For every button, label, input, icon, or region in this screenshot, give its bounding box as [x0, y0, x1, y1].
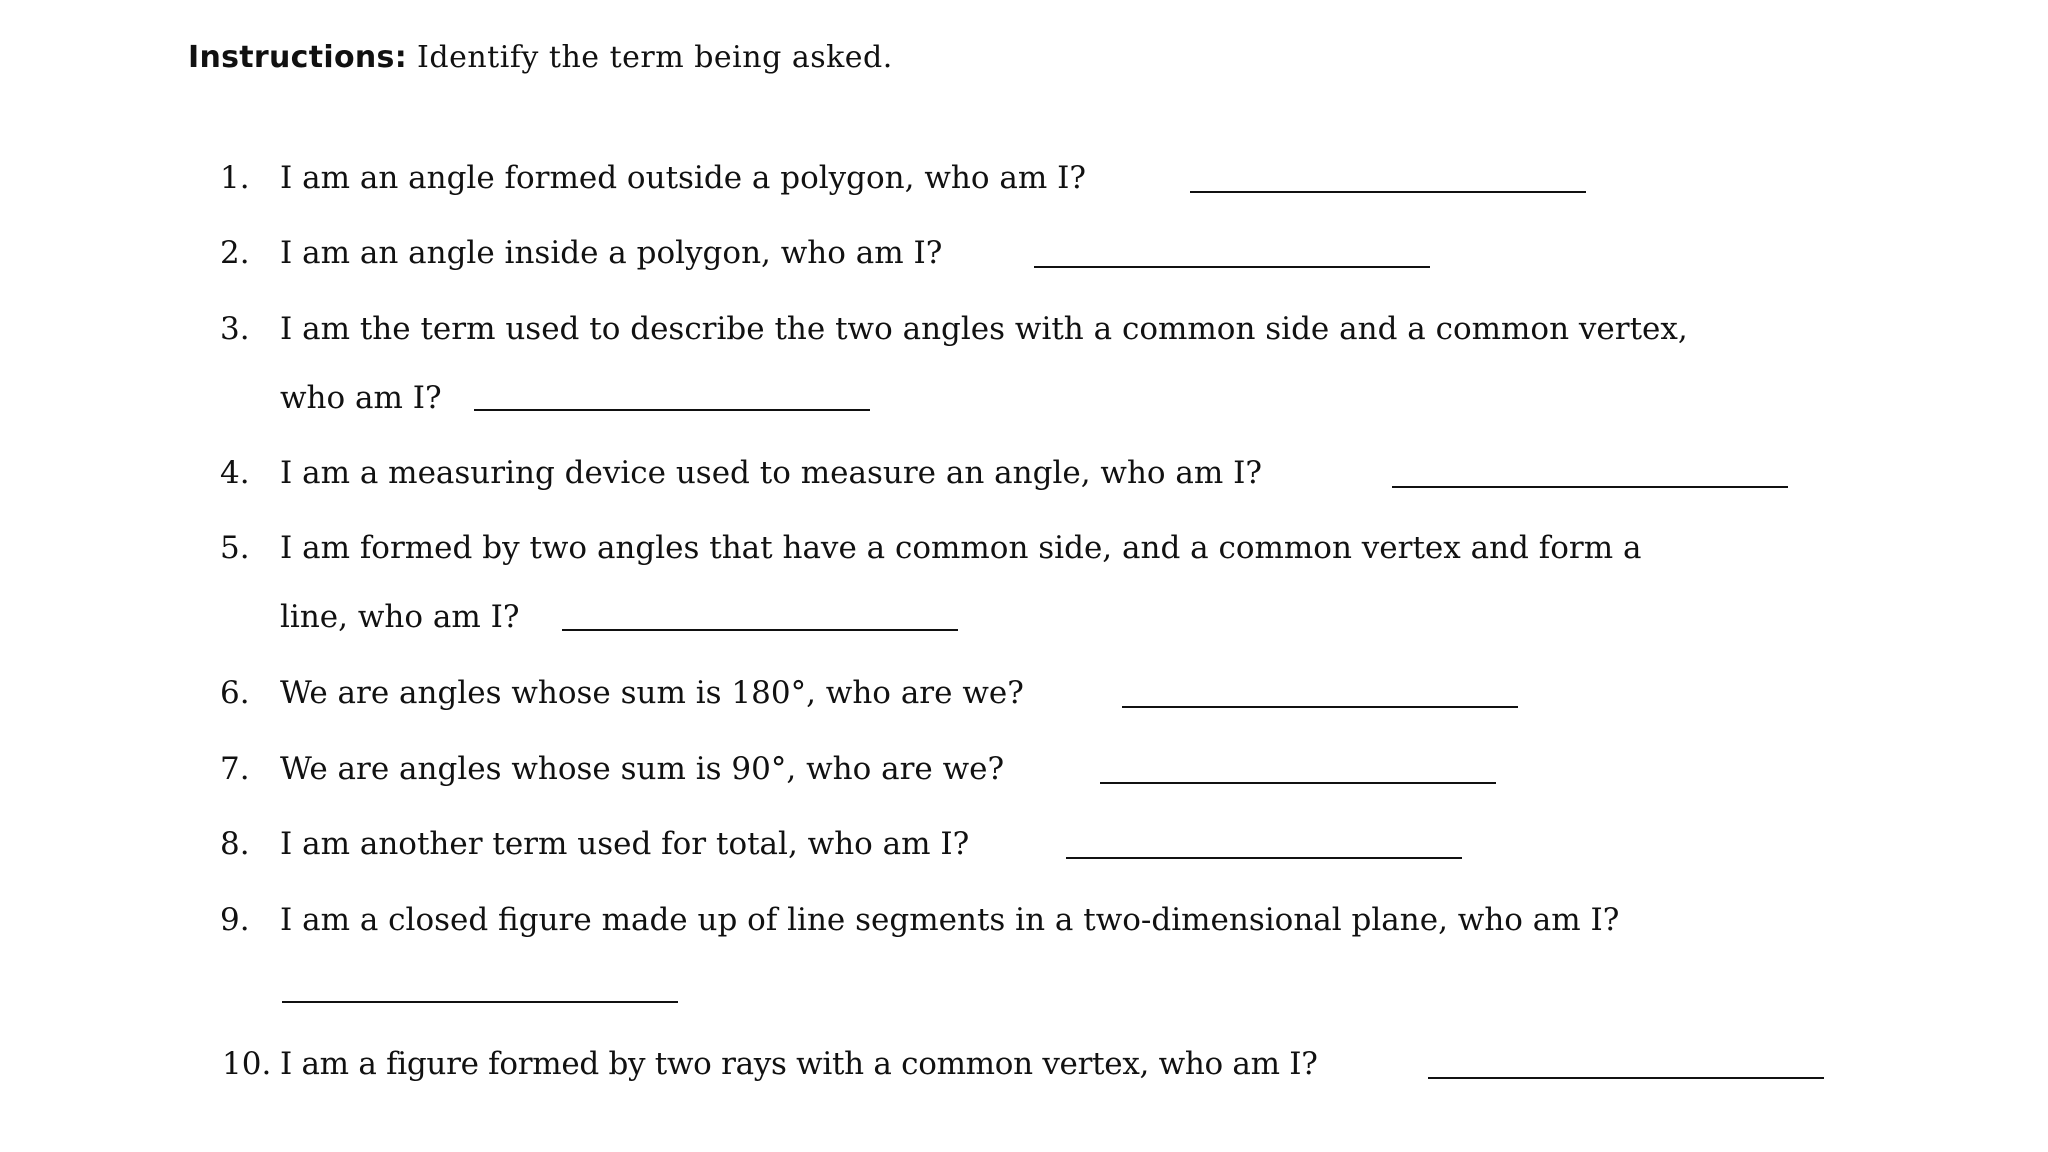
answer-blank-4[interactable]: [1392, 486, 1788, 488]
question-text: We are angles whose sum is 90°, who are we?: [280, 751, 1005, 787]
question-number: 2.: [220, 235, 250, 271]
question-number: 7.: [220, 751, 250, 787]
question-number: 8.: [220, 826, 250, 862]
question-text: I am formed by two angles that have a common side, and a common vertex and form a: [280, 530, 1642, 566]
answer-blank-8[interactable]: [1066, 857, 1462, 859]
answer-blank-6[interactable]: [1122, 706, 1518, 708]
question-text-continued: who am I?: [280, 380, 442, 416]
answer-blank-5[interactable]: [562, 629, 958, 631]
answer-blank-3[interactable]: [474, 409, 870, 411]
question-number: 3.: [220, 311, 250, 347]
question-text: I am a closed figure made up of line segments in a two-dimensional plane, who am I?: [280, 902, 1620, 938]
answer-blank-10[interactable]: [1428, 1077, 1824, 1079]
answer-blank-2[interactable]: [1034, 266, 1430, 268]
question-text-continued: line, who am I?: [280, 599, 520, 635]
instructions: [188, 40, 893, 75]
instructions-text: Identify the term being asked.: [407, 40, 893, 75]
answer-blank-7[interactable]: [1100, 782, 1496, 784]
question-number: 1.: [220, 160, 250, 196]
question-number: 4.: [220, 455, 250, 491]
question-number: 9.: [220, 902, 250, 938]
question-text: I am the term used to describe the two angles with a common side and a common vertex,: [280, 311, 1688, 347]
question-number: 10.: [222, 1046, 272, 1082]
question-number: 6.: [220, 675, 250, 711]
question-text: We are angles whose sum is 180°, who are we?: [280, 675, 1024, 711]
question-text: I am an angle formed outside a polygon, who am I?: [280, 160, 1086, 196]
question-text: I am another term used for total, who am I?: [280, 826, 970, 862]
answer-blank-9[interactable]: [282, 1001, 678, 1003]
question-number: 5.: [220, 530, 250, 566]
question-text: I am an angle inside a polygon, who am I?: [280, 235, 943, 271]
answer-blank-1[interactable]: [1190, 191, 1586, 193]
question-text: I am a measuring device used to measure an angle, who am I?: [280, 455, 1263, 491]
question-text: I am a figure formed by two rays with a common vertex, who am I?: [280, 1046, 1318, 1082]
instructions-label: Instructions:: [188, 40, 407, 75]
